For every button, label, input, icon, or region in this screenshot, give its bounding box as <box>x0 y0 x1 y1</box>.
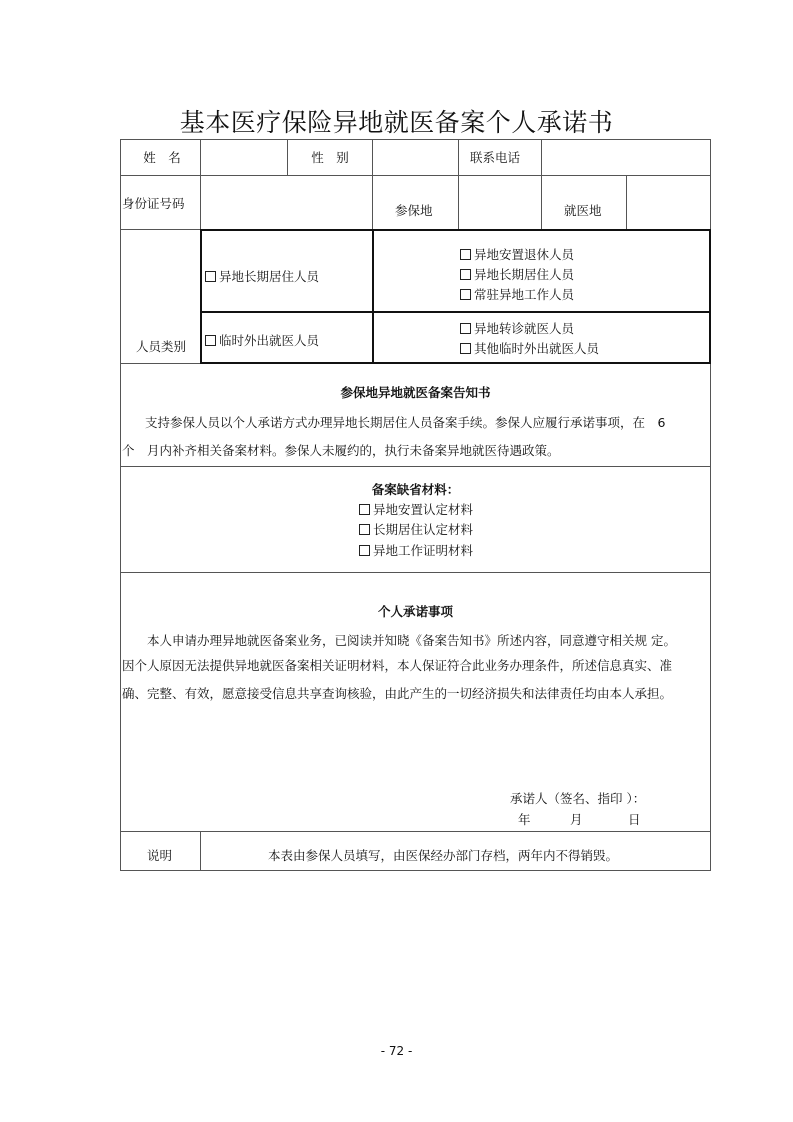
page-title: 基本医疗保险异地就医备案个人承诺书 <box>179 108 614 137</box>
notice-text: 支持参保人员以个人承诺方式办理异地长期居住人员备案手续。参保人应履行承诺事项，在 6 <box>145 415 666 430</box>
page-number: - 72 - <box>380 1044 413 1058</box>
insured-place-field[interactable] <box>460 177 540 228</box>
checkbox-icon[interactable] <box>460 249 471 260</box>
checkbox-icon[interactable] <box>359 545 370 556</box>
gender-field[interactable] <box>374 141 457 174</box>
checkbox-icon[interactable] <box>359 504 370 515</box>
remark-text: 本表由参保人员填写，由医保经办部门存档，两年内不得销毁。 <box>268 848 619 863</box>
checkbox-missing[interactable]: 长期居住认定材料 <box>359 522 473 538</box>
checkbox-missing[interactable]: 异地工作证明材料 <box>359 543 473 559</box>
notice-text: 个 月内补齐相关备案材料。参保人未履约的，执行未备案异地就医待遇政策。 <box>122 443 560 458</box>
remark-label: 说明 <box>147 848 173 863</box>
checkbox-option[interactable]: 其他临时外出就医人员 <box>460 341 599 357</box>
checkbox-temporary[interactable]: 临时外出就医人员 <box>205 333 319 349</box>
commitment-text: 确、完整、有效，愿意接受信息共享查询核验，由此产生的一切经济损失和法律责任均由本人承担。 <box>122 686 673 701</box>
day-label: 日 <box>628 812 641 827</box>
checkbox-icon[interactable] <box>460 269 471 280</box>
missing-heading: 备案缺省材料： <box>371 482 460 497</box>
checkbox-icon[interactable] <box>460 343 471 354</box>
medical-place-field[interactable] <box>628 177 708 228</box>
phone-field[interactable] <box>543 141 709 174</box>
checkbox-icon[interactable] <box>205 271 216 282</box>
insured-place-label: 参保地 <box>395 203 433 218</box>
checkbox-icon[interactable] <box>205 335 216 346</box>
year-label: 年 <box>518 812 531 827</box>
medical-place-label: 就医地 <box>564 203 602 218</box>
checkbox-icon[interactable] <box>460 289 471 300</box>
checkbox-icon[interactable] <box>460 323 471 334</box>
checkbox-option[interactable]: 异地安置退休人员 <box>460 247 574 263</box>
checkbox-option[interactable]: 异地长期居住人员 <box>460 267 574 283</box>
phone-label: 联系电话 <box>470 150 521 165</box>
id-number-label: 身份证号码 <box>122 196 185 211</box>
signature-area[interactable] <box>505 760 705 828</box>
notice-heading: 参保地异地就医备案告知书 <box>340 385 491 400</box>
category-label: 人员类别 <box>136 339 187 354</box>
signer-label: 承诺人（签名、指印 ）： <box>510 791 646 806</box>
id-number-field[interactable] <box>202 177 371 228</box>
checkbox-option[interactable]: 异地转诊就医人员 <box>460 321 574 337</box>
commitment-text: 因个人原因无法提供异地就医备案相关证明材料，本人保证符合此业务办理条件，所述信息真实、准 <box>122 658 673 673</box>
commitment-text: 本人申请办理异地就医备案业务，已阅读并知晓《备案告知书》所述内容，同意遵守相关规 定。 <box>147 633 676 648</box>
month-label: 月 <box>570 812 583 827</box>
gender-label: 性 别 <box>311 150 349 165</box>
name-label: 姓 名 <box>143 150 181 165</box>
commitment-heading: 个人承诺事项 <box>377 604 453 619</box>
checkbox-option[interactable]: 常驻异地工作人员 <box>460 287 574 303</box>
checkbox-missing[interactable]: 异地安置认定材料 <box>359 502 473 518</box>
checkbox-icon[interactable] <box>359 524 370 535</box>
checkbox-long-term[interactable]: 异地长期居住人员 <box>205 269 319 285</box>
name-field[interactable] <box>202 141 286 174</box>
